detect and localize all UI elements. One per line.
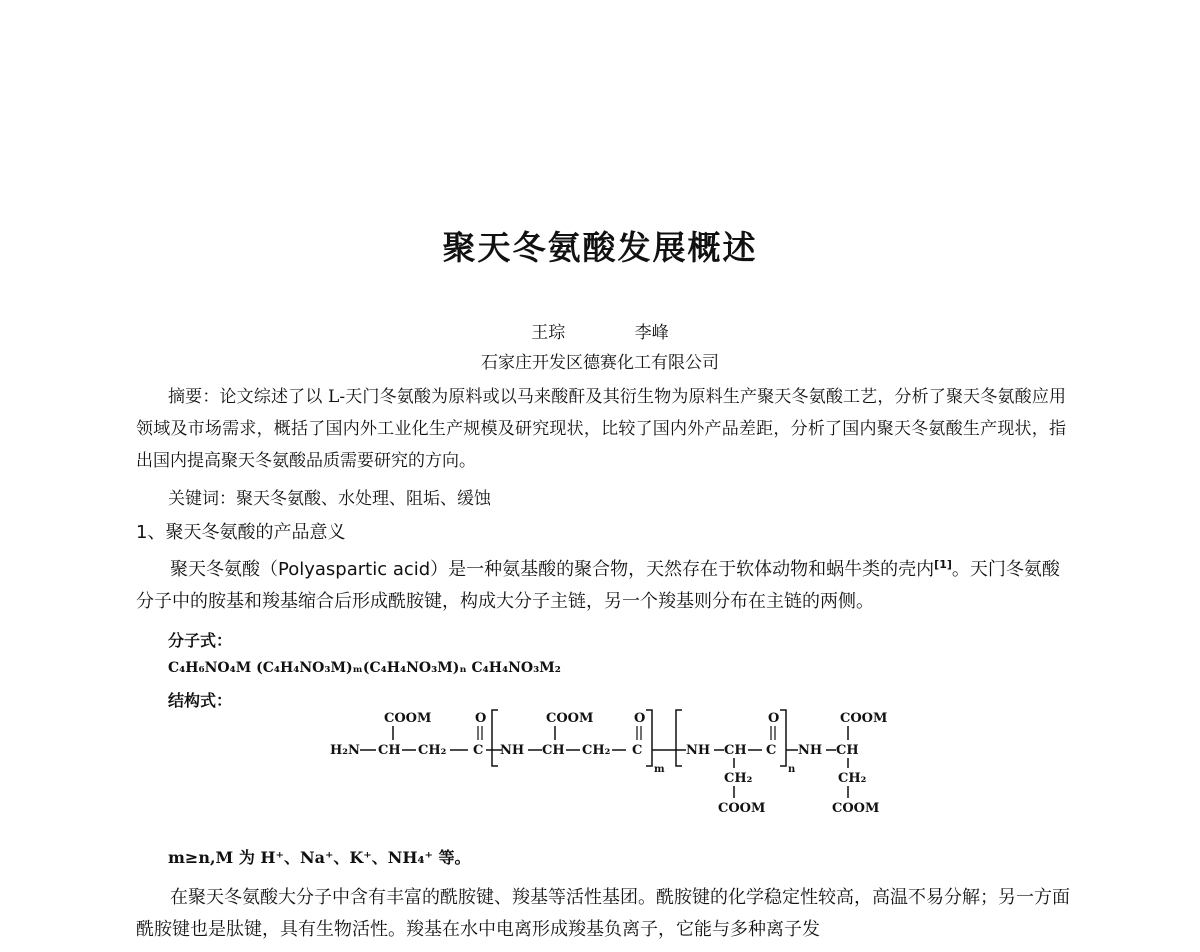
struct-ch-1: CH [378, 743, 401, 758]
struct-ch2-2: CH₂ [582, 743, 611, 758]
struct-subscript-m: m [654, 764, 665, 775]
struct-c-3: C [766, 743, 777, 758]
struct-ch-4: CH [836, 743, 859, 758]
affiliation: 石家庄开发区德赛化工有限公司 [481, 353, 719, 373]
struct-h2n: H₂N [330, 743, 360, 758]
struct-coom-1: COOM [384, 711, 432, 726]
struct-coom-4: COOM [840, 711, 888, 726]
structural-formula-diagram [320, 706, 900, 824]
struct-ch2-4: CH₂ [838, 771, 867, 786]
struct-c-2: C [632, 743, 643, 758]
m-note: m≥n,M 为 H⁺、Na⁺、K⁺、NH₄⁺ 等。 [168, 848, 471, 867]
struct-nh-3: NH [798, 743, 823, 758]
struct-ch-2: CH [542, 743, 565, 758]
struct-coom-2: COOM [546, 711, 594, 726]
citation-ref: [1] [934, 558, 952, 571]
struct-o-2: O [634, 711, 646, 726]
struct-o-3: O [768, 711, 780, 726]
struct-c-1: C [473, 743, 484, 758]
structural-formula-label: 结构式： [168, 691, 233, 710]
struct-o-1: O [475, 711, 487, 726]
struct-coom-3: COOM [718, 801, 766, 816]
struct-ch-3: CH [724, 743, 747, 758]
author-1: 王琮 [531, 323, 566, 343]
intro-text-2: 。天门冬氨酸分子中的胺基和羧基缩合后形成酰胺键，构成大分子主链，另一个羧基则分布在主链的两侧。 [136, 559, 1060, 612]
struct-ch2-1: CH₂ [418, 743, 447, 758]
struct-coom-5: COOM [832, 801, 880, 816]
body-paragraph-2: 在聚天冬氨酸大分子中含有丰富的酰胺键、羧基等活性基团。酰胺键的化学稳定性较高，高温不易分解；另一方面酰胺键也是肽键，具有生物活性。羧基在水中电离形成羧基负离子，它能与多种离子发 [136, 887, 1070, 940]
author-2: 李峰 [634, 323, 669, 343]
molecular-formula-label: 分子式： [168, 631, 233, 650]
authors [0, 318, 1200, 343]
abstract: 摘要：论文综述了以 L-天门冬氨酸为原料或以马来酸酐及其衍生物为原料生产聚天冬氨酸工艺，分析了聚天冬氨酸应用领域及市场需求，概括了国内外工业化生产规模及研究现状，比较了国内外产品差距，分析了国内聚天冬氨酸生产现状，指出国内提高聚天冬氨酸品质需要研究的方向。 [136, 387, 1066, 471]
section-heading: 1、聚天冬氨酸的产品意义 [136, 522, 346, 543]
intro-paragraph [136, 549, 1070, 618]
page-title: 聚天冬氨酸发展概述 [442, 228, 758, 267]
struct-subscript-n: n [788, 764, 796, 775]
intro-text-1: 聚天冬氨酸（Polyaspartic acid）是一种氨基酸的聚合物，天然存在于软体动物和蜗牛类的壳内 [170, 559, 935, 580]
struct-nh-2: NH [686, 743, 711, 758]
struct-ch2-3: CH₂ [724, 771, 753, 786]
keywords: 关键词：聚天冬氨酸、水处理、阻垢、缓蚀 [168, 489, 491, 509]
struct-nh-1: NH [500, 743, 525, 758]
molecular-formula: C₄H₆NO₄M (C₄H₄NO₃M)ₘ(C₄H₄NO₃M)ₙ C₄H₄NO₃M₂ [168, 660, 561, 676]
